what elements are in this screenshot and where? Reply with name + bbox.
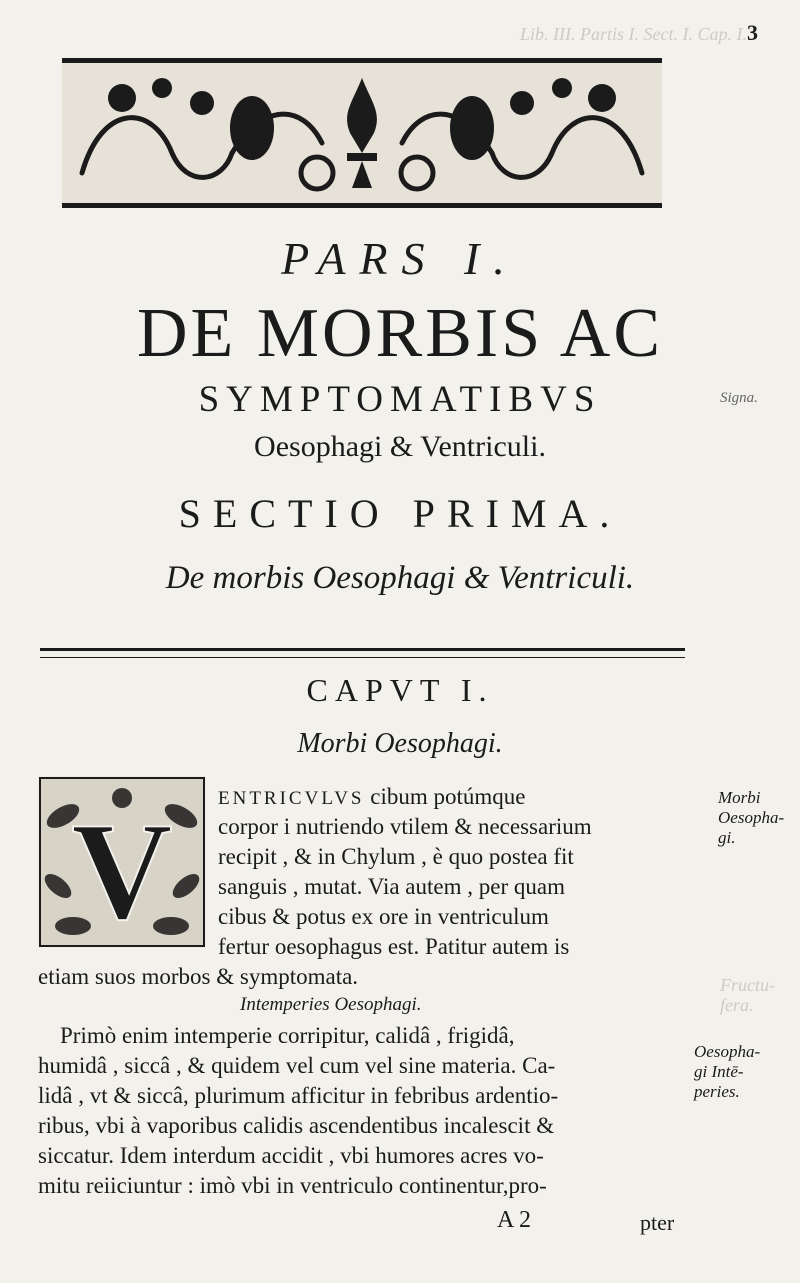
marginal-note-2-line-3: peries. <box>694 1082 740 1101</box>
body-line-9: humidâ , siccâ , & quidem vel cum vel sine materia. Ca- <box>38 1053 556 1078</box>
decorative-headpiece <box>62 58 662 208</box>
body-line-2: corpor i nutriendo vtilem & necessarium <box>218 814 592 839</box>
ornamental-initial-v-icon <box>38 776 206 948</box>
marginal-note-2 <box>694 1042 760 1102</box>
body-line-10: lidâ , vt & siccâ, plurimum afficitur in febribus ardentio- <box>38 1083 559 1108</box>
body-line-1-rest: cibum potúmque <box>364 784 526 809</box>
sub-title: SYMPTOMATIBVS <box>198 379 602 420</box>
subheading: Intemperies Oesophagi. <box>240 994 422 1015</box>
body-line-7: etiam suos morbos & symptomata. <box>38 964 359 989</box>
body-line-6: fertur oesophagus est. Patitur autem is <box>218 934 570 959</box>
marginal-note-1-line-2: Oesopha- <box>718 808 785 827</box>
double-rule-divider <box>40 648 685 658</box>
first-word: ENTRICVLVS <box>218 788 365 809</box>
body-line-11: ribus, vbi à vaporibus calidis ascendentibus incalescit & <box>38 1113 555 1138</box>
body-line-13: mitu reiiciuntur : imò vbi in ventriculo continentur,pro- <box>38 1173 547 1198</box>
body-line-1 <box>218 783 525 813</box>
bleed-through-header: Lib. III. Partis I. Sect. I. Cap. I. <box>520 24 747 44</box>
body-line-12: siccatur. Idem interdum accidit , vbi humores acres vo- <box>38 1143 544 1168</box>
body-line-4: sanguis , mutat. Via autem , per quam <box>218 874 565 899</box>
bleed-through-margin: Fructu- <box>720 975 775 995</box>
marginal-note-1 <box>718 788 784 848</box>
chapter-title: CAPVT I. <box>306 672 494 708</box>
catchword: pter <box>640 1210 675 1235</box>
initial-letter: V <box>71 794 173 948</box>
page-number: 3 <box>747 20 758 45</box>
bleed-through-margin-2: fera. <box>720 995 754 1015</box>
signature-mark: A 2 <box>497 1207 532 1233</box>
headpiece-ornament-icon <box>62 63 662 203</box>
monogram-right: C <box>410 165 423 185</box>
pars-title: PARS I. <box>281 233 519 284</box>
marginal-note-2-line-2: gi Intē- <box>694 1062 744 1081</box>
marginal-note-1-line-3: gi. <box>718 828 736 847</box>
section-subtitle: De morbis Oesophagi & Ventriculi. <box>165 560 635 596</box>
monogram-left: C <box>310 165 323 185</box>
section-title: SECTIO PRIMA. <box>178 491 622 536</box>
sub-title-2: Oesophagi & Ventriculi. <box>254 430 546 463</box>
marginal-signa: Signa. <box>720 390 758 406</box>
main-title: DE MORBIS AC <box>136 295 664 372</box>
body-line-5: cibus & potus ex ore in ventriculum <box>218 904 549 929</box>
body-line-8: Primò enim intemperie corripitur, calidâ , frigidâ, <box>60 1023 515 1048</box>
ornamental-initial <box>38 776 206 948</box>
marginal-note-2-line-1: Oesopha- <box>694 1042 761 1061</box>
chapter-subtitle: Morbi Oesophagi. <box>297 728 503 759</box>
body-line-3: recipit , & in Chylum , è quo postea fit <box>218 844 574 869</box>
marginal-note-1-line-1: Morbi <box>718 788 761 807</box>
